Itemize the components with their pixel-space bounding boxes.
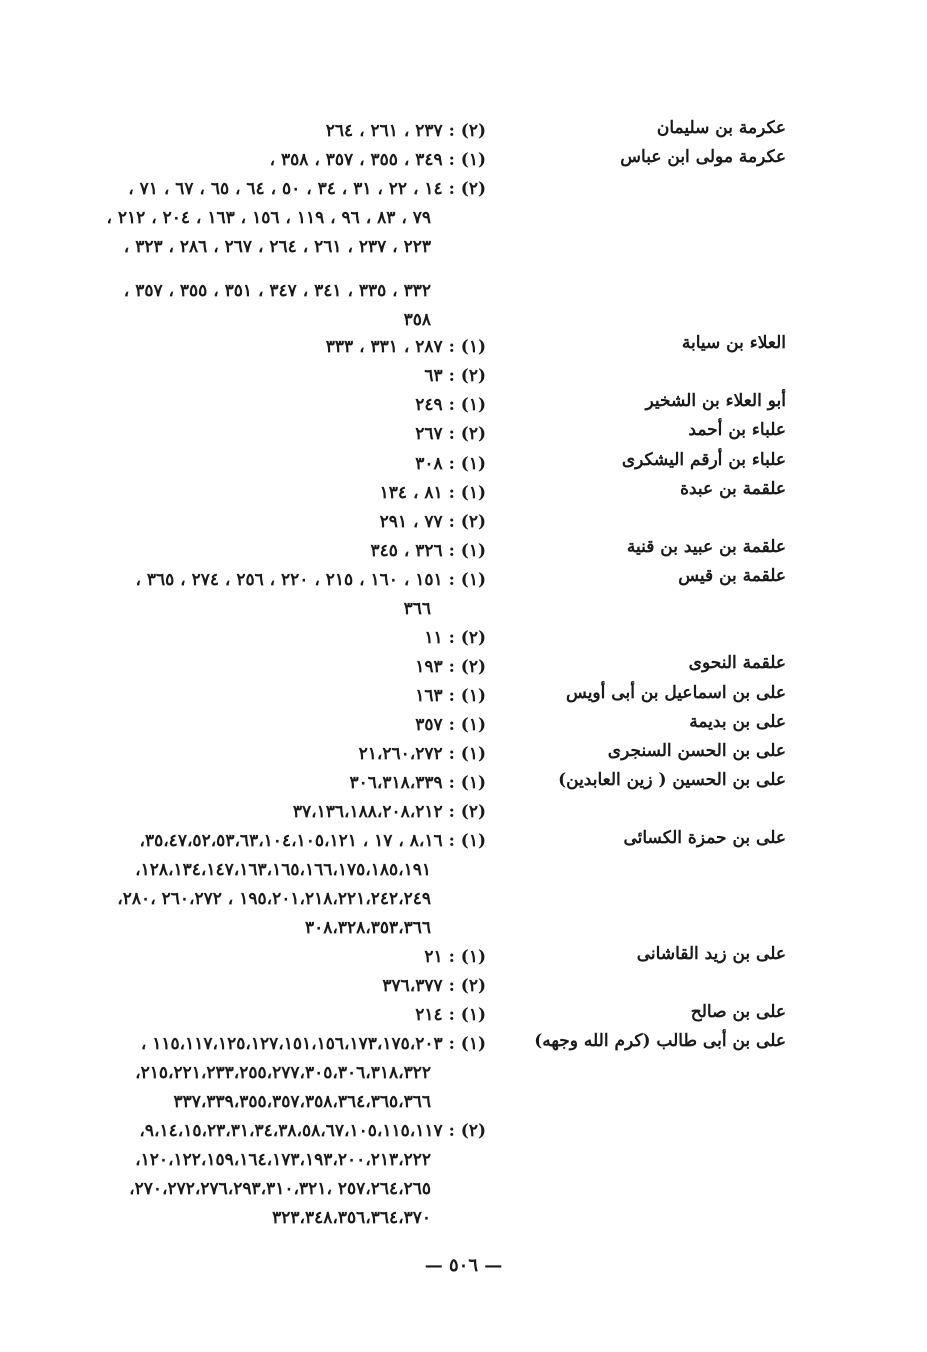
page-number: — ٥٠٦ — [424,1255,503,1276]
index-entry-refs: ١٢٠،١٢٢،١٥٩،١٦٤،١٧٣،١٩٣،٢٠٠،٢١٣،٢٢٢، [135,1150,431,1170]
index-entry-refs: (١) : ٢١٤ [415,1005,486,1025]
index-entry-refs: ٧٩ ، ٨٣ ، ٩٦ ، ١١٩ ، ١٥٦ ، ١٦٣ ، ٢٠٤ ، ٢١٢ ، [106,208,431,228]
index-entry-refs: (٢) : ١٩٣ [415,657,486,677]
index-entry-refs: (١) : ٢١ [424,947,486,967]
index-entry-refs: (٢) : ٢٣٧ ، ٢٦١ ، ٢٦٤ [325,121,486,141]
index-entry-refs: ٣٢٣،٣٤٨،٣٥٦،٣٦٤،٣٧٠ [272,1208,431,1228]
index-entry-refs: (١) : ٣٤٩ ، ٣٥٥ ، ٣٥٧ ، ٣٥٨ ، [269,150,486,170]
index-entry-refs: ٢٥٧،٢٦٤،٢٦٥ ،٢٧٠،٢٧٢،٢٧٦،٢٩٣،٣١٠،٣٢١، [129,1179,431,1199]
index-entry-refs: (١) : ٣٠٦،٣١٨،٣٣٩ [349,773,486,793]
index-entry-name: على بن الحسين ( زين العابدين) [558,770,786,790]
index-entry-refs: (١) : ١١٥،١١٧،١٢٥،١٢٧،١٥١،١٥٦،١٧٣،١٧٥،٢٠٣ ، [140,1034,486,1054]
index-entry-refs: (٢) : ٢٦٧ [415,424,486,444]
index-entry-name: علباء بن أحمد [688,420,786,440]
index-entry-name: على بن الحسن السنجرى [607,741,786,761]
index-entry-refs: ١٢٨،١٣٤،١٤٧،١٦٣،١٦٥،١٦٦،١٧٥،١٨٥،١٩١، [135,860,431,880]
index-entry-refs: (١) : ٨،١٦ ، ١٧ ، ٣٥،٤٧،٥٢،٥٣،٦٣،١٠٤،١٠٥،١٢١، [139,831,486,851]
index-entry-name: علقمة بن عبدة [680,479,786,499]
index-entry-refs: ٣٠٨،٣٢٨،٣٥٣،٣٦٦ [304,918,431,938]
index-entry-name: علباء بن أرقم اليشكرى [621,450,786,470]
index-entry-refs: (٢) : ١٤ ، ٢٢ ، ٣١ ، ٣٤ ، ٥٠ ، ٦٤ ، ٦٥ ، ٦٧ ، ٧١ ، [128,179,486,199]
index-entry-name: علقمة بن قيس [678,566,786,586]
index-entry-refs: (١) : ٢٨٧ ، ٣٣١ ، ٣٣٣ [325,337,486,357]
index-entry-refs: (٢) : ٩،١٤،١٥،٢٣،٣١،٣٤،٣٨،٥٨،٦٧،١٠٥،١١٥،١١٧، [139,1121,486,1141]
index-entry-refs: (٢) : ٣٧٦،٣٧٧ [382,976,486,996]
index-entry-refs: ٣٣٧،٣٣٩،٣٥٥،٣٥٧،٣٥٨،٣٦٤،٣٦٥،٣٦٦ [173,1092,431,1112]
index-entry-refs: (١) : ٣٠٨ [415,454,486,474]
index-entry-refs: (٢) : ١١ [424,628,486,648]
index-entry-refs: ٢١٥،٢٢١،٢٣٣،٢٥٥،٢٧٧،٣٠٥،٣٠٦،٣١٨،٣٢٢، [135,1063,431,1083]
index-entry-refs: (١) : ٢٤٩ [415,395,486,415]
index-entry-name: أبو العلاء بن الشخير [645,391,786,411]
index-entry-name: على بن بديمة [689,712,786,732]
index-entry-refs: ٣٦٦ [403,599,431,619]
index-entry-name: على بن زيد القاشانى [636,944,786,964]
index-entry-name: على بن حمزة الكسائى [623,828,786,848]
index-entry-refs: (١) : ٢١،٢٦٠،٢٧٢ [358,744,486,764]
index-entry-refs: (١) : ٣٢٦ ، ٣٤٥ [370,541,486,561]
index-entry-refs: ١٩٥،٢٠١،٢١٨،٢٢١،٢٤٢،٢٤٩ ، ٢٦٠،٢٧٢ ،٢٨٠، [117,889,431,909]
index-entry-name: علقمة بن عبيد بن قنية [626,537,786,557]
index-entry-name: علقمة النحوى [688,653,786,673]
index-entry-refs: (٢) : ٦٣ [424,366,486,386]
index-entry-name: على بن صالح [690,1002,786,1022]
index-entry-refs: (١) : ٨١ ، ١٣٤ [379,483,486,503]
index-entry-refs: (٢) : ٣٧،١٣٦،١٨٨،٢٠٨،٢١٢ [292,802,486,822]
index-entry-refs: (١) : ١٥١ ، ١٦٠ ، ٢١٥ ، ٢٢٠ ، ٢٥٦ ، ٢٧٤ ، ٣٦٥ ، [135,570,486,590]
index-entry-refs: (٢) : ٧٧ ، ٢٩١ [379,512,486,532]
index-entry-refs: ٣٥٨ [403,310,431,330]
index-entry-refs: (١) : ٣٥٧ [415,715,486,735]
index-entry-refs: (١) : ١٦٣ [415,686,486,706]
index-entry-refs: ٢٢٣ ، ٢٣٧ ، ٢٦١ ، ٢٦٤ ، ٢٦٧ ، ٢٨٦ ، ٣٢٣ ، [123,237,431,257]
index-entry-name: على بن اسماعيل بن أبى أويس [566,683,786,703]
index-entry-name: عكرمة مولى ابن عباس [620,147,786,167]
index-entry-name: عكرمة بن سليمان [656,118,786,138]
index-entry-name: العلاء بن سيابة [681,333,786,353]
index-entry-refs: ٣٣٢ ، ٣٣٥ ، ٣٤١ ، ٣٤٧ ، ٣٥١ ، ٣٥٥ ، ٣٥٧ ، [123,281,431,301]
index-entry-name: على بن أبى طالب (كرم الله وجهه) [534,1031,786,1051]
